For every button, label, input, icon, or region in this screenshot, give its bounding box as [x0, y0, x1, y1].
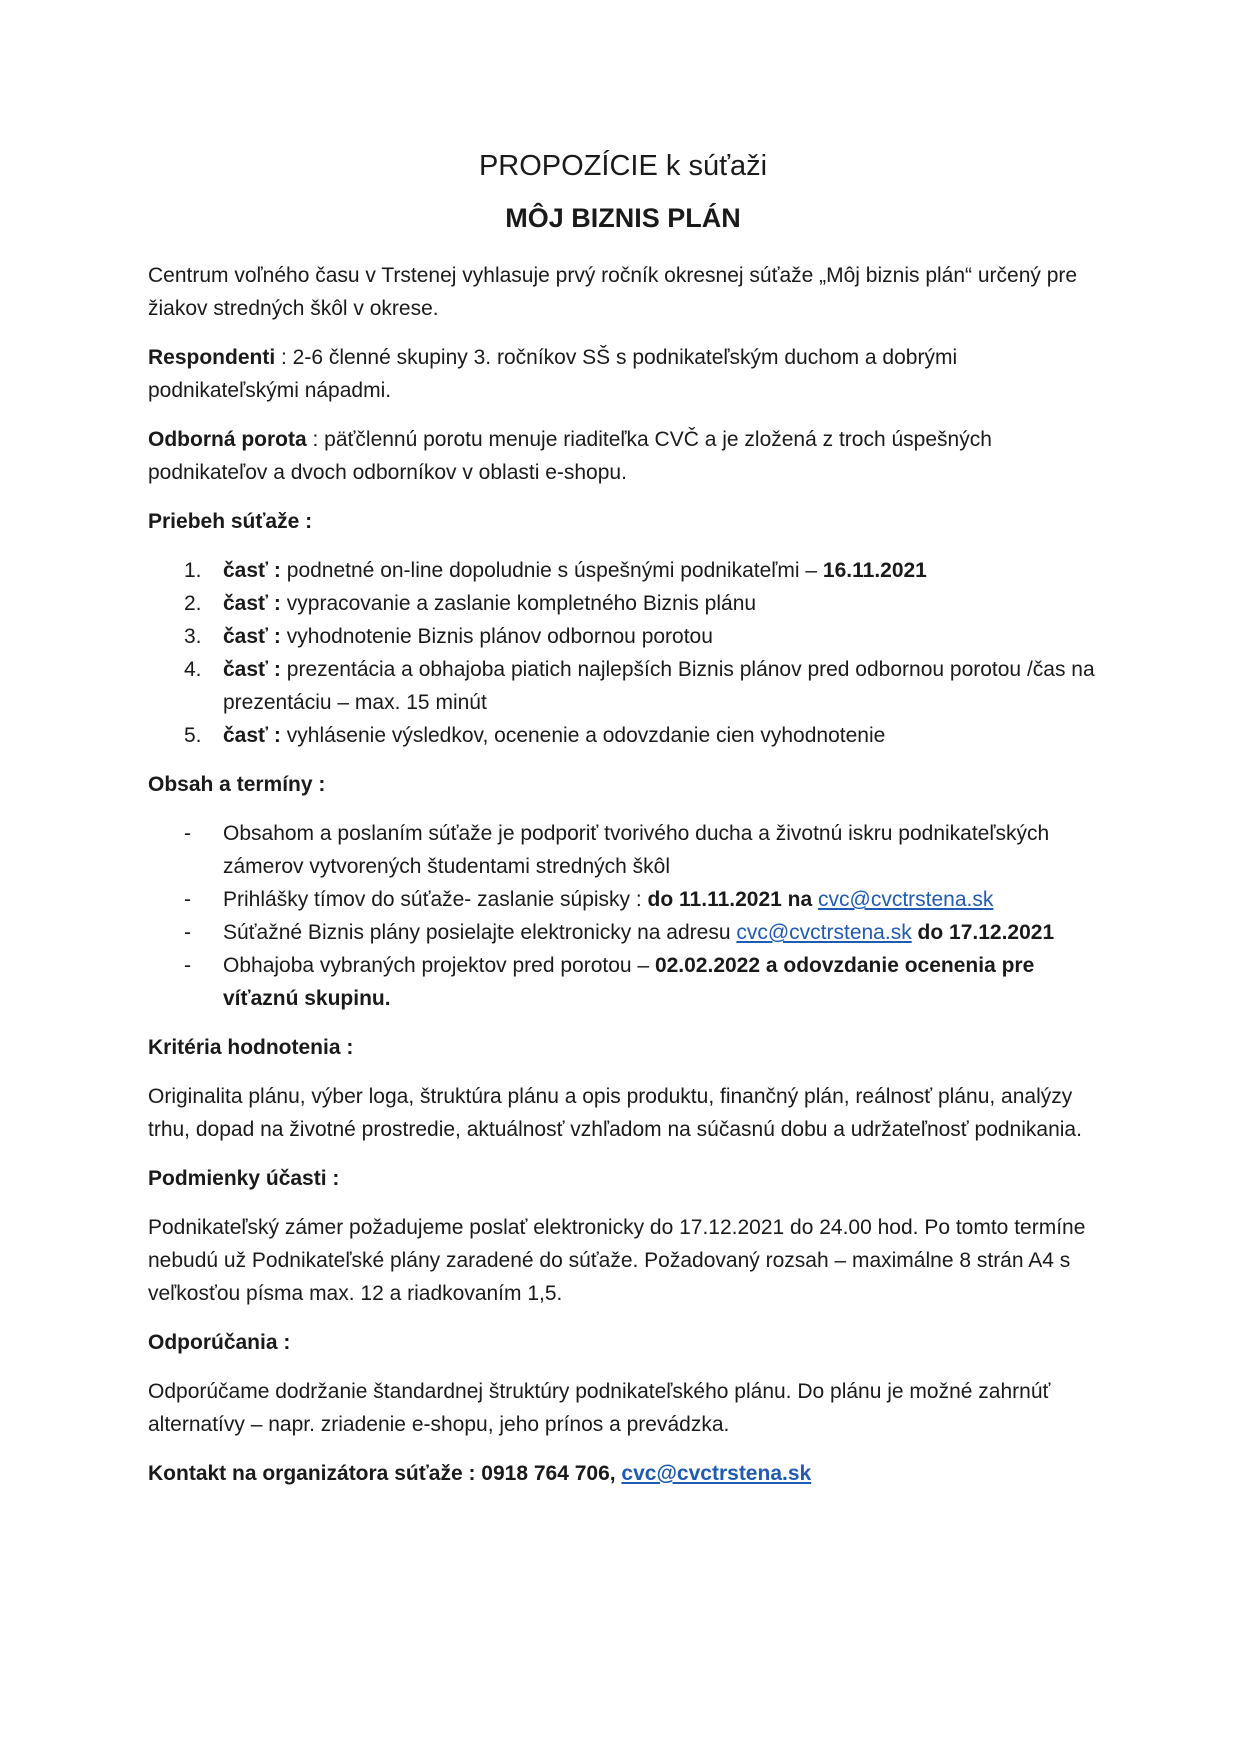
- dash-bullet: -: [184, 954, 191, 977]
- document-page: [148, 148, 1098, 1506]
- list-item-label: časť :: [223, 559, 281, 582]
- dash-bullet: -: [184, 888, 191, 911]
- list-item: [148, 719, 1098, 752]
- list-item: [148, 817, 1098, 883]
- podmienky-heading: Podmienky účasti :: [148, 1167, 340, 1190]
- deadline-text: 02.02.2022 a odovzdanie ocenenia pre víťaznú skupinu.: [223, 954, 1035, 1010]
- list-number: 5.: [184, 724, 202, 747]
- priebeh-heading: Priebeh súťaže :: [148, 510, 313, 533]
- kontakt-paragraph: [148, 1457, 1098, 1490]
- list-item: [148, 554, 1098, 587]
- obsah-heading: Obsah a termíny :: [148, 773, 326, 796]
- list-item-text: vyhodnotenie Biznis plánov odbornou porotou: [280, 625, 713, 648]
- kontakt-email-link[interactable]: cvc@cvctrstena.sk: [621, 1462, 812, 1485]
- kriteria-paragraph: Originalita plánu, výber loga, štruktúra plánu a opis produktu, finančný plán, reálnosť plánu, analýzy trhu, dopad na životné prostredie, aktuálnosť vzhľadom na súčasnú dobu a udržateľnosť podnikania.: [148, 1085, 1082, 1141]
- list-item-text: vyhlásenie výsledkov, ocenenie a odovzdanie cien vyhodnotenie: [280, 724, 886, 747]
- list-item-date: 16.11.2021: [822, 559, 927, 582]
- list-item-text: vypracovanie a zaslanie kompletného Biznis plánu: [280, 592, 757, 615]
- intro-paragraph: Centrum voľného času v Trstenej vyhlasuje prvý ročník okresnej súťaže „Môj biznis plán“ určený pre žiakov stredných škôl v okrese.: [148, 264, 1078, 320]
- email-link[interactable]: cvc@cvctrstena.sk: [736, 921, 912, 944]
- list-number: 1.: [184, 559, 202, 582]
- respondenti-text: : 2-6 členné skupiny 3. ročníkov SŠ s podnikateľským duchom a dobrými podnikateľskými nápadmi.: [148, 346, 958, 402]
- list-item: [148, 587, 1098, 620]
- email-link[interactable]: cvc@cvctrstena.sk: [818, 888, 994, 911]
- odporucania-heading: Odporúčania :: [148, 1331, 291, 1354]
- list-item-label: časť :: [223, 724, 281, 747]
- respondenti-label: Respondenti: [148, 346, 276, 369]
- kontakt-label: Kontakt na organizátora súťaže : 0918 764 706,: [148, 1462, 622, 1485]
- respondenti-paragraph: [148, 341, 1098, 407]
- document-subtitle: MÔJ BIZNIS PLÁN: [505, 203, 741, 233]
- list-item-text: prezentácia a obhajoba piatich najlepších Biznis plánov pred odbornou porotou /čas na prezentáciu – max. 15 minút: [223, 658, 1095, 714]
- list-item: [148, 949, 1098, 1015]
- list-item-text: Súťažné Biznis plány posielajte elektronicky na adresu: [223, 921, 737, 944]
- list-number: 2.: [184, 592, 202, 615]
- list-item-text: Obhajoba vybraných projektov pred porotou –: [223, 954, 655, 977]
- list-number: 4.: [184, 658, 202, 681]
- podmienky-paragraph: Podnikateľský zámer požadujeme poslať elektronicky do 17.12.2021 do 24.00 hod. Po tomto termíne nebudú už Podnikateľské plány zaradené do súťaže. Požadovaný rozsah – maximálne 8 strán A4 s veľkosťou písma max. 12 a riadkovaním 1,5.: [148, 1216, 1086, 1305]
- list-item-text: Obsahom a poslaním súťaže je podporiť tvorivého ducha a životnú iskru podnikateľských zámerov vytvorených študentami stredných škôl: [223, 822, 1050, 878]
- list-item: [148, 883, 1098, 916]
- kriteria-heading: Kritéria hodnotenia :: [148, 1036, 354, 1059]
- list-item: [148, 620, 1098, 653]
- list-number: 3.: [184, 625, 202, 648]
- list-item: [148, 653, 1098, 719]
- porota-paragraph: [148, 423, 1098, 489]
- deadline-text: do 17.12.2021: [917, 921, 1055, 944]
- list-item-label: časť :: [223, 658, 281, 681]
- odporucania-paragraph: Odporúčame dodržanie štandardnej štruktúry podnikateľského plánu. Do plánu je možné zahrnúť alternatívy – napr. zriadenie e-shopu, jeho prínos a prevádzka.: [148, 1380, 1051, 1436]
- obsah-list: [148, 817, 1098, 1015]
- list-item: [148, 916, 1098, 949]
- list-item-text: podnetné on-line dopoludnie s úspešnými podnikateľmi –: [280, 559, 823, 582]
- deadline-text: do 11.11.2021 na: [647, 888, 813, 911]
- porota-text: : päťčlennú porotu menuje riaditeľka CVČ a je zložená z troch úspešných podnikateľov a dvoch odborníkov v oblasti e-shopu.: [148, 428, 992, 484]
- list-item-label: časť :: [223, 625, 281, 648]
- porota-label: Odborná porota: [148, 428, 307, 451]
- list-item-text: Prihlášky tímov do súťaže- zaslanie súpisky :: [223, 888, 648, 911]
- dash-bullet: -: [184, 822, 191, 845]
- document-title: PROPOZÍCIE k súťaži: [478, 150, 768, 182]
- list-item-label: časť :: [223, 592, 281, 615]
- priebeh-list: [148, 554, 1098, 752]
- dash-bullet: -: [184, 921, 191, 944]
